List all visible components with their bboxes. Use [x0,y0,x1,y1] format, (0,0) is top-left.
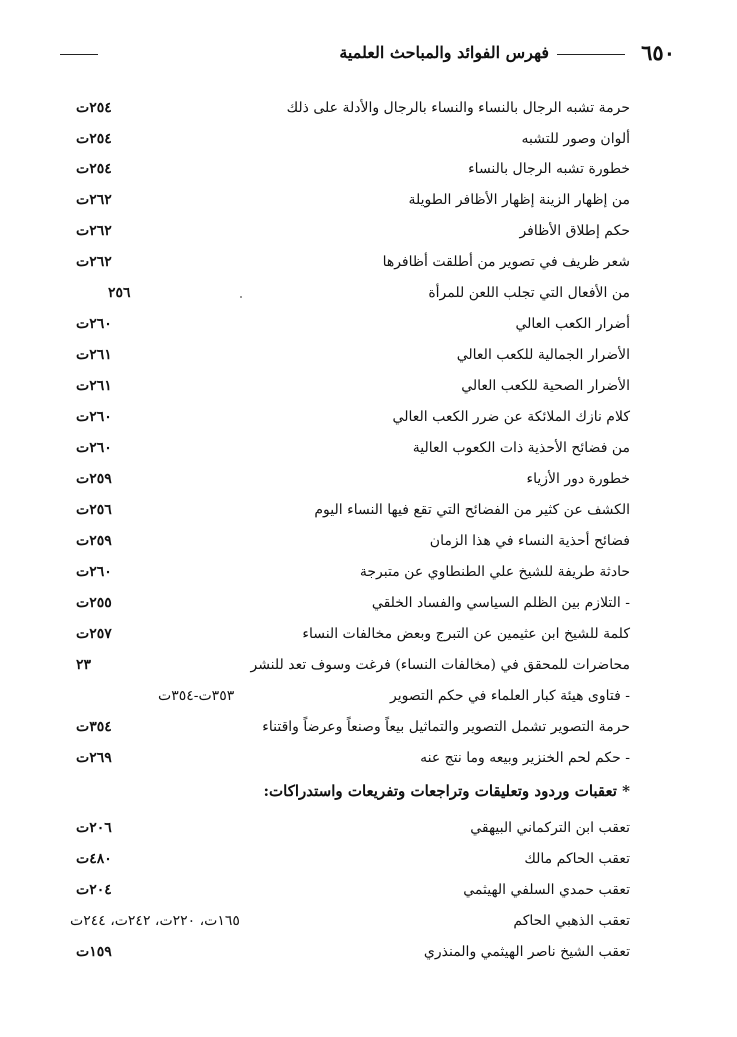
index-entry [70,187,630,213]
entry-page-ref: ٢٥٤ت [76,161,112,177]
index-entry [70,714,630,740]
entry-page-ref: ١٦٥ت، ٢٢٠ت، ٢٤٢ت، ٢٤٤ت [70,913,240,929]
entry-page-ref: ٢٠٦ت [76,820,112,836]
index-entry [70,95,630,121]
index-entry [70,249,630,275]
index-entry [70,559,630,585]
entry-page-ref: ٣٥٤ت [76,719,112,735]
entry-text: الأضرار الصحية للكعب العالي [461,378,630,394]
entry-page-ref: ٢٥٤ت [76,131,112,147]
entry-text: حرمة التصوير تشمل التصوير والتماثيل بيعاً وصنعاً وعرضاً واقتناء [262,719,630,735]
index-entry [70,528,630,554]
index-entry [70,590,630,616]
entry-text: كلمة للشيخ ابن عثيمين عن التبرج وبعض مخالفات النساء [302,626,630,642]
entry-page-ref: ٢٦٢ت [76,223,112,239]
index-entry [70,846,630,872]
index-entry [70,745,630,771]
entry-page-ref: ٢٦١ت [76,347,112,363]
entry-page-ref: ٢٦٠ت [76,316,112,332]
entry-text: حكم إطلاق الأظافر [519,223,630,239]
index-entry [70,156,630,182]
entry-page-ref: ٣٥٣ت-٣٥٤ت [158,688,235,704]
entry-page-ref: ٢٥٦ [108,285,131,301]
entry-text: تعقب حمدي السلفي الهيثمي [463,882,630,898]
index-entry [70,621,630,647]
entry-page-ref: ٢٥٤ت [76,100,112,116]
entry-page-ref: ٢٦٩ت [76,750,112,766]
entry-text: - التلازم بين الظلم السياسي والفساد الخلقي [371,595,630,611]
index-entry [70,280,630,306]
index-entry [70,404,630,430]
entry-page-ref: ٢٣ [76,657,92,673]
entry-page-ref: ٢٦٢ت [76,254,112,270]
index-entry [70,652,630,678]
index-entry [70,877,630,903]
entry-text: تعقب الحاكم مالك [524,851,630,867]
entry-text: فضائح أحذية النساء في هذا الزمان [429,533,630,549]
index-entry [70,939,630,965]
entry-text: خطورة دور الأزياء [526,471,630,487]
entry-page-ref: ٢٦٠ت [76,409,112,425]
entry-text: محاضرات للمحقق في (مخالفات النساء) فرغت وسوف تعد للنشر [250,657,630,673]
index-entry [70,435,630,461]
entry-text: كلام نازك الملائكة عن ضرر الكعب العالي [392,409,630,425]
index-entry [70,908,630,934]
entry-page-ref: ٢٦٠ت [76,564,112,580]
entry-text: تعقب ابن التركماني البيهقي [470,820,630,836]
index-entry [70,683,630,709]
entry-text: ألوان وصور للتشبه [521,131,630,147]
entry-text: حادثة طريفة للشيخ علي الطنطاوي عن متبرجة [359,564,630,580]
page-number: ٦٥٠ [641,40,675,65]
entry-text: من الأفعال التي تجلب اللعن للمرأة [428,285,630,301]
entry-text: - حكم لحم الخنزير وبيعه وما نتج عنه [420,750,630,766]
entry-page-ref: ٢٦١ت [76,378,112,394]
header-rule-left [60,54,98,55]
entry-text: تعقب الذهبي الحاكم [513,913,630,929]
entry-text: من إظهار الزينة إظهار الأظافر الطويلة [408,192,630,208]
entry-page-ref: ٢٥٩ت [76,533,112,549]
entry-text: من فضائح الأحذية ذات الكعوب العالية [412,440,630,456]
index-entry [70,218,630,244]
entry-page-ref: ٢٠٤ت [76,882,112,898]
index-entry [70,342,630,368]
entry-page-ref: ٢٥٩ت [76,471,112,487]
section-heading: * تعقبات وردود وتعليقات وتراجعات وتفريعات واستدراكات: [263,782,630,800]
entry-text: شعر ظريف في تصوير من أطلقت أظافرها [382,254,630,270]
entry-text: الأضرار الجمالية للكعب العالي [456,347,630,363]
entry-page-ref: ٢٥٥ت [76,595,112,611]
entry-text: حرمة تشبه الرجال بالنساء والنساء بالرجال والأدلة على ذلك [286,100,630,116]
index-entry [70,311,630,337]
entry-page-ref: ٢٦٢ت [76,192,112,208]
entry-page-ref: ٢٥٦ت [76,502,112,518]
index-entry [70,815,630,841]
entry-page-ref: ٤٨٠ت [76,851,112,867]
header-rule-right [557,54,625,55]
entry-text: - فتاوى هيئة كبار العلماء في حكم التصوير [390,688,630,704]
entry-page-ref: ١٥٩ت [76,944,112,960]
index-entry [70,373,630,399]
entry-text: أضرار الكعب العالي [515,316,630,332]
entry-text: الكشف عن كثير من الفضائح التي تقع فيها النساء اليوم [314,502,630,518]
index-entry [70,466,630,492]
entry-page-ref: ٢٦٠ت [76,440,112,456]
index-entry [70,497,630,523]
entry-text: تعقب الشيخ ناصر الهيثمي والمنذري [423,944,630,960]
entry-page-ref: ٢٥٧ت [76,626,112,642]
index-entry [70,126,630,152]
entry-text: خطورة تشبه الرجال بالنساء [468,161,630,177]
page-header [60,38,675,72]
running-title: فهرس الفوائد والمباحث العلمية [339,43,549,62]
